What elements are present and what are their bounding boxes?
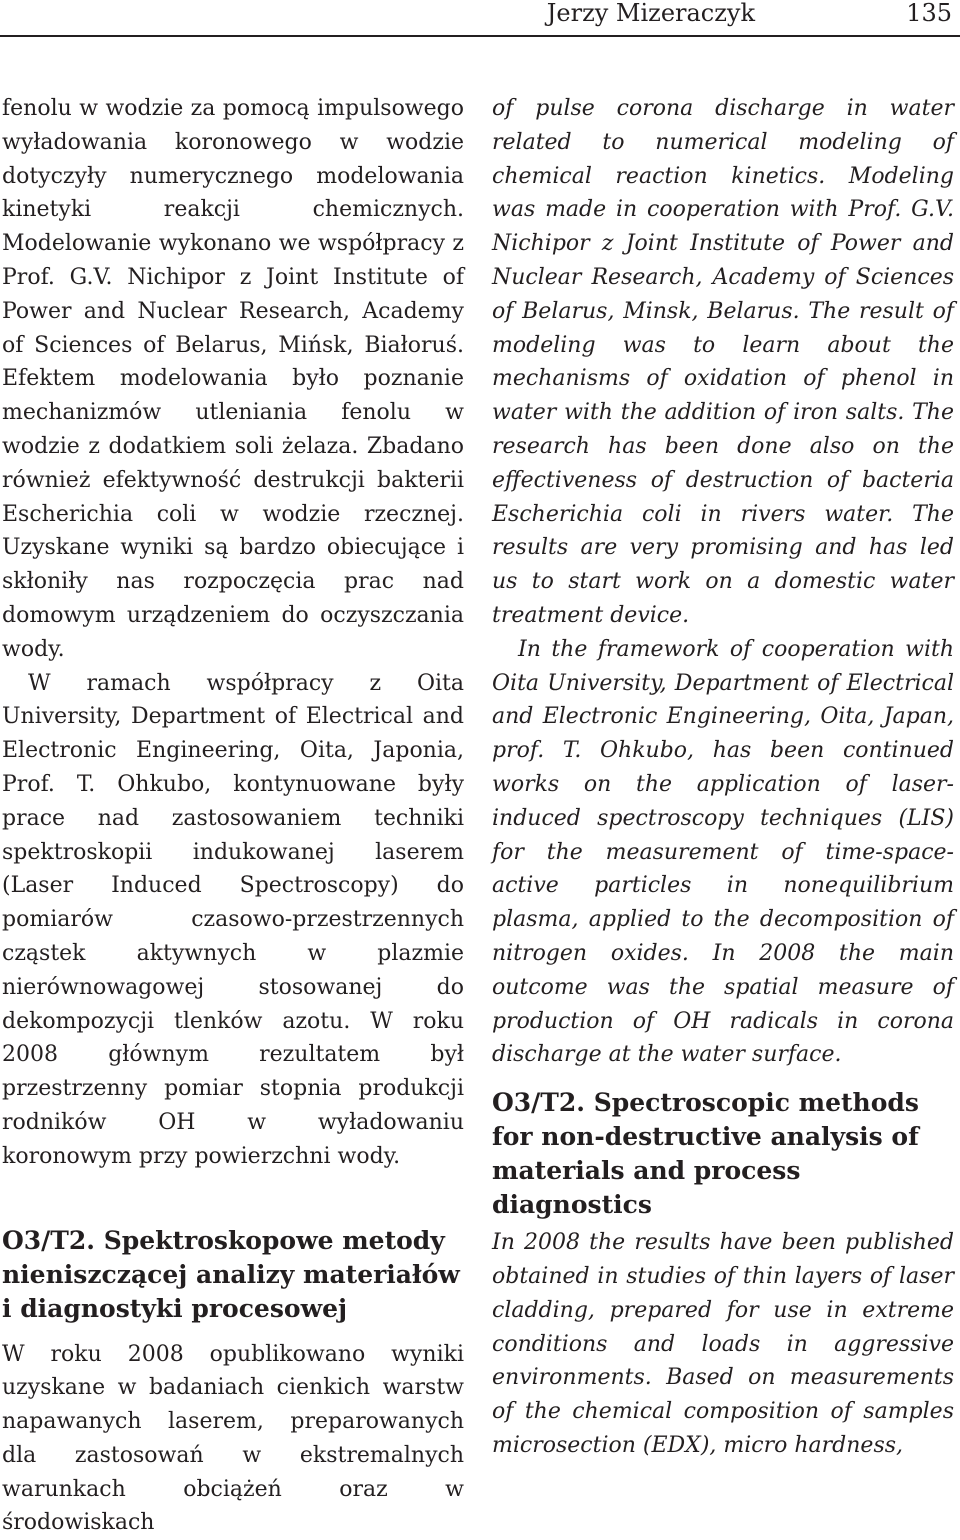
- running-head-author: Jerzy Mizeraczyk: [547, 0, 755, 26]
- right-paragraph-1: of pulse corona discharge in water related to numerical modeling of chemical reaction kinetics. Modeling was made in cooperation with Prof. G.V. Nichipor z Joint Institute of Power and Nuclear Research, Academy of Sciences of Belarus, Minsk, Belarus. The result of modeling was to learn about the mechanisms of oxidation of phenol in water with the addition of iron salts. The research has been done also on the effectiveness of destruction of bacteria Escherichia coli in rivers water. The results are very promising and has led us to start work on a domestic water treatment device.: [492, 92, 954, 633]
- header-rule: [0, 35, 960, 37]
- left-paragraph-1: fenolu w wodzie za pomocą impulsowego wyładowania koronowego w wodzie dotyczyły numerycznego modelowania kinetyki reakcji chemicznych. Modelowanie wykonano we współpracy z Prof. G.V. Nichipor z Joint Institute of Power and Nuclear Research, Academy of Sciences of Belarus, Mińsk, Białoruś. Efektem modelowania było poznanie mechanizmów utleniania fenolu w wodzie z dodatkiem soli żelaza. Zbadano również efektywność destrukcji bakterii Escherichia coli w wodzie rzecznej. Uzyskane wyniki są bardzo obiecujące i skłoniły nas rozpoczęcia prac nad domowym urządzeniem do oczyszczania wody.: [2, 92, 464, 667]
- left-paragraph-2: W ramach współpracy z Oita University, Department of Electrical and Electronic Engineering, Oita, Japonia, Prof. T. Ohkubo, kontynuowane były prace nad zastosowaniem techniki spektroskopii indukowanej laserem (Laser Induced Spectroscopy) do pomiarów czasowo-przestrzennych cząstek aktywnych w plazmie nierównowagowej stosowanej do dekompozycji tlenków azotu. W roku 2008 głównym rezultatem był przestrzenny pomiar stopnia produkcji rodników OH w wyładowaniu koronowym przy powierzchni wody.: [2, 667, 464, 1174]
- page-header: [0, 0, 960, 40]
- page-number: 135: [906, 0, 952, 26]
- left-column-polish: [2, 92, 464, 1540]
- right-section-heading: O3/T2. Spectroscopic methods for non-destructive analysis of materials and process diagnostics: [492, 1086, 954, 1222]
- right-paragraph-2: In the framework of cooperation with Oita University, Department of Electrical and Electronic Engineering, Oita, Japan, prof. T. Ohkubo, has been continued works on the application of laser-induced spectroscopy techniques (LIS) for the measurement of time-space-active particles in nonequilibrium plasma, applied to the decomposition of nitrogen oxides. In 2008 the main outcome was the spatial measure of production of OH radicals in corona discharge at the water surface.: [492, 633, 954, 1072]
- left-section-heading: O3/T2. Spektroskopowe metody nieniszczącej analizy materiałów i diagnostyki procesowej: [2, 1224, 464, 1326]
- right-column-english: [492, 92, 954, 1463]
- right-paragraph-3: In 2008 the results have been published obtained in studies of thin layers of laser cladding, prepared for use in extreme conditions and loads in aggressive environments. Based on measurements of the chemical composition of samples microsection (EDX), micro hardness,: [492, 1226, 954, 1463]
- left-paragraph-3: W roku 2008 opublikowano wyniki uzyskane w badaniach cienkich warstw napawanych laserem, preparowanych dla zastosowań w ekstremalnych warunkach obciążeń oraz w środowiskach: [2, 1338, 464, 1540]
